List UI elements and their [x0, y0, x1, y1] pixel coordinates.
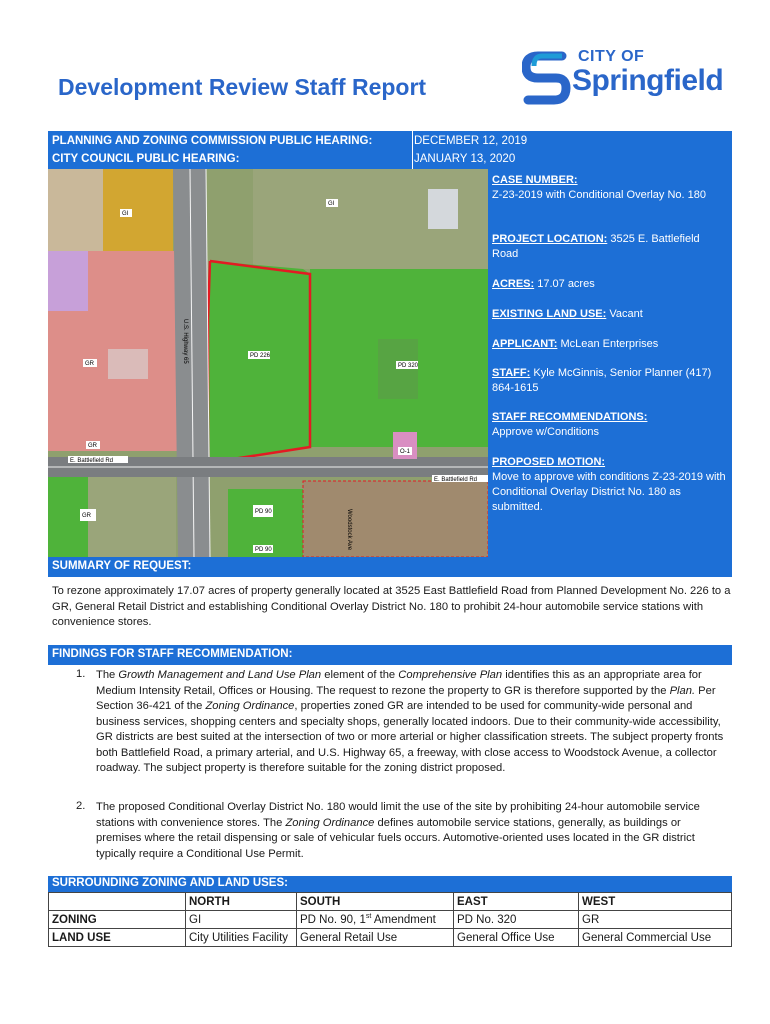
- finding-number: 1.: [76, 668, 86, 680]
- report-title: Development Review Staff Report: [58, 74, 427, 100]
- hearing-date: JANUARY 13, 2020: [414, 153, 516, 165]
- applicant-value: McLean Enterprises: [560, 338, 659, 350]
- findings-heading-bar: [48, 645, 732, 665]
- map-label: O-1: [400, 449, 411, 455]
- land-use-block: [492, 307, 728, 322]
- map-label: GR: [85, 361, 94, 367]
- surrounding-heading-bar: [48, 876, 732, 893]
- findings-heading: FINDINGS FOR STAFF RECOMMENDATION:: [52, 648, 293, 660]
- table-header-row: [49, 893, 732, 911]
- acres-label: ACRES:: [492, 278, 535, 290]
- map-label: PD 226: [250, 353, 271, 359]
- applicant-block: [492, 337, 728, 352]
- map-road-label: E. Battlefield Rd: [70, 458, 114, 464]
- proposed-motion-label: PROPOSED MOTION:: [492, 456, 606, 468]
- proposed-motion-block: [492, 455, 728, 515]
- summary-heading-bar: [48, 557, 732, 577]
- staff-label: STAFF:: [492, 367, 531, 379]
- table-header: SOUTH: [297, 893, 454, 911]
- table-header: [49, 893, 186, 911]
- land-use-label: EXISTING LAND USE:: [492, 308, 607, 320]
- map-label: GI: [328, 201, 335, 207]
- map-svg: [48, 169, 488, 557]
- table-cell: LAND USE: [49, 929, 186, 947]
- acres-block: [492, 277, 728, 292]
- hearing-label: CITY COUNCIL PUBLIC HEARING:: [52, 153, 240, 165]
- table-header: NORTH: [186, 893, 297, 911]
- map-label: GI: [122, 211, 129, 217]
- case-number-label: CASE NUMBER:: [492, 174, 578, 186]
- case-details-panel: [488, 169, 732, 557]
- table-cell: General Office Use: [454, 929, 579, 947]
- table-cell: PD No. 90, 1st Amendment: [297, 911, 454, 929]
- springfield-logo-icon: [522, 50, 572, 106]
- city-logo: [522, 48, 732, 110]
- header-divider: [412, 131, 413, 169]
- finding-1-text: The Growth Management and Land Use Plan element of the Comprehensive Plan identifies this as an appropriate area for Medium Intensity Retail, Offices or Housing. The request to rezone the property to GR is therefore supported by the Plan. Per Section 36-421 of the Zoning Ordinance, properties zoned GR are intended to be used for community-wide personal and business services, shopping centers and specialty shops, generally located indoors. Due to their community-wide accessibility, GR districts are best suited at the intersection of two or more arterial or higher classification streets. The subject property fronts both Battlefield Road, a primary arterial, and U.S. Highway 65, a freeway, with close access to Woodstock Avenue, a collector roadway. The subject property is therefore suitable for the zoning district proposed.: [96, 669, 724, 774]
- hearing-row-council: [48, 151, 732, 169]
- recommendation-block: [492, 410, 728, 440]
- project-location-label: PROJECT LOCATION:: [492, 233, 608, 245]
- applicant-label: APPLICANT:: [492, 338, 558, 350]
- hearing-row-pzc: [48, 131, 732, 151]
- surrounding-heading: SURROUNDING ZONING AND LAND USES:: [52, 877, 288, 889]
- case-number-value: Z-23-2019 with Conditional Overlay No. 180: [492, 189, 707, 201]
- table-cell: General Retail Use: [297, 929, 454, 947]
- project-location-value: 3525 E. Battlefield Road: [492, 233, 700, 260]
- logo-city-of: CITY OF: [578, 48, 645, 65]
- land-use-value: Vacant: [609, 308, 643, 320]
- table-header: EAST: [454, 893, 579, 911]
- acres-value: 17.07 acres: [537, 278, 595, 290]
- table-cell: City Utilities Facility: [186, 929, 297, 947]
- table-row: [49, 929, 732, 947]
- map-road-label: E. Battlefield Rd: [434, 477, 478, 483]
- staff-block: [492, 366, 728, 396]
- proposed-motion-value: Move to approve with conditions Z-23-2019 with Conditional Overlay District No. 180 as submitted.: [492, 471, 726, 513]
- recommendation-value: Approve w/Conditions: [492, 426, 600, 438]
- finding-number: 2.: [76, 800, 86, 812]
- map-label: PD 320: [398, 363, 419, 369]
- hearing-label: PLANNING AND ZONING COMMISSION PUBLIC HEARING:: [52, 135, 373, 147]
- logo-springfield: Springfield: [572, 64, 724, 97]
- table-row: [49, 911, 732, 929]
- table-cell: ZONING: [49, 911, 186, 929]
- map-label: PD 90: [255, 547, 272, 553]
- case-number-block: [492, 173, 728, 203]
- table-cell: PD No. 320: [454, 911, 579, 929]
- summary-text: To rezone approximately 17.07 acres of property generally located at 3525 East Battlefield Road from Planned Development No. 226 to a GR, General Retail District and establishing Conditional Overlay District No. 180 to prohibit 24-hour automobile service stations with convenience stores.: [52, 585, 731, 628]
- aerial-zoning-map: [48, 169, 488, 557]
- finding-2-text: The proposed Conditional Overlay District No. 180 would limit the use of the site by prohibiting 24-hour automobile service stations with convenience stores. The Zoning Ordinance defines automobile service stations, generally, as buildings or premises where the retail dispensing or sale of vehicular fuels occurs. Automotive-oriented uses located in the GR district typically require a Conditional Use Permit.: [96, 801, 700, 860]
- table-cell: GR: [579, 911, 732, 929]
- surrounding-zoning-table: [48, 892, 732, 947]
- recommendation-label: STAFF RECOMMENDATIONS:: [492, 411, 648, 423]
- hearing-date: DECEMBER 12, 2019: [414, 135, 528, 147]
- map-label: GR: [82, 513, 91, 519]
- table-header: WEST: [579, 893, 732, 911]
- map-label: GR: [88, 443, 97, 449]
- map-road-label: Woodstock Ave: [346, 509, 352, 551]
- project-location-block: [492, 232, 728, 262]
- table-cell: General Commercial Use: [579, 929, 732, 947]
- summary-heading: SUMMARY OF REQUEST:: [52, 560, 192, 572]
- table-cell: GI: [186, 911, 297, 929]
- map-label: PD 90: [255, 509, 272, 515]
- map-road-label: U.S. Highway 65: [182, 319, 188, 364]
- staff-value: Kyle McGinnis, Senior Planner (417) 864-1615: [492, 367, 712, 394]
